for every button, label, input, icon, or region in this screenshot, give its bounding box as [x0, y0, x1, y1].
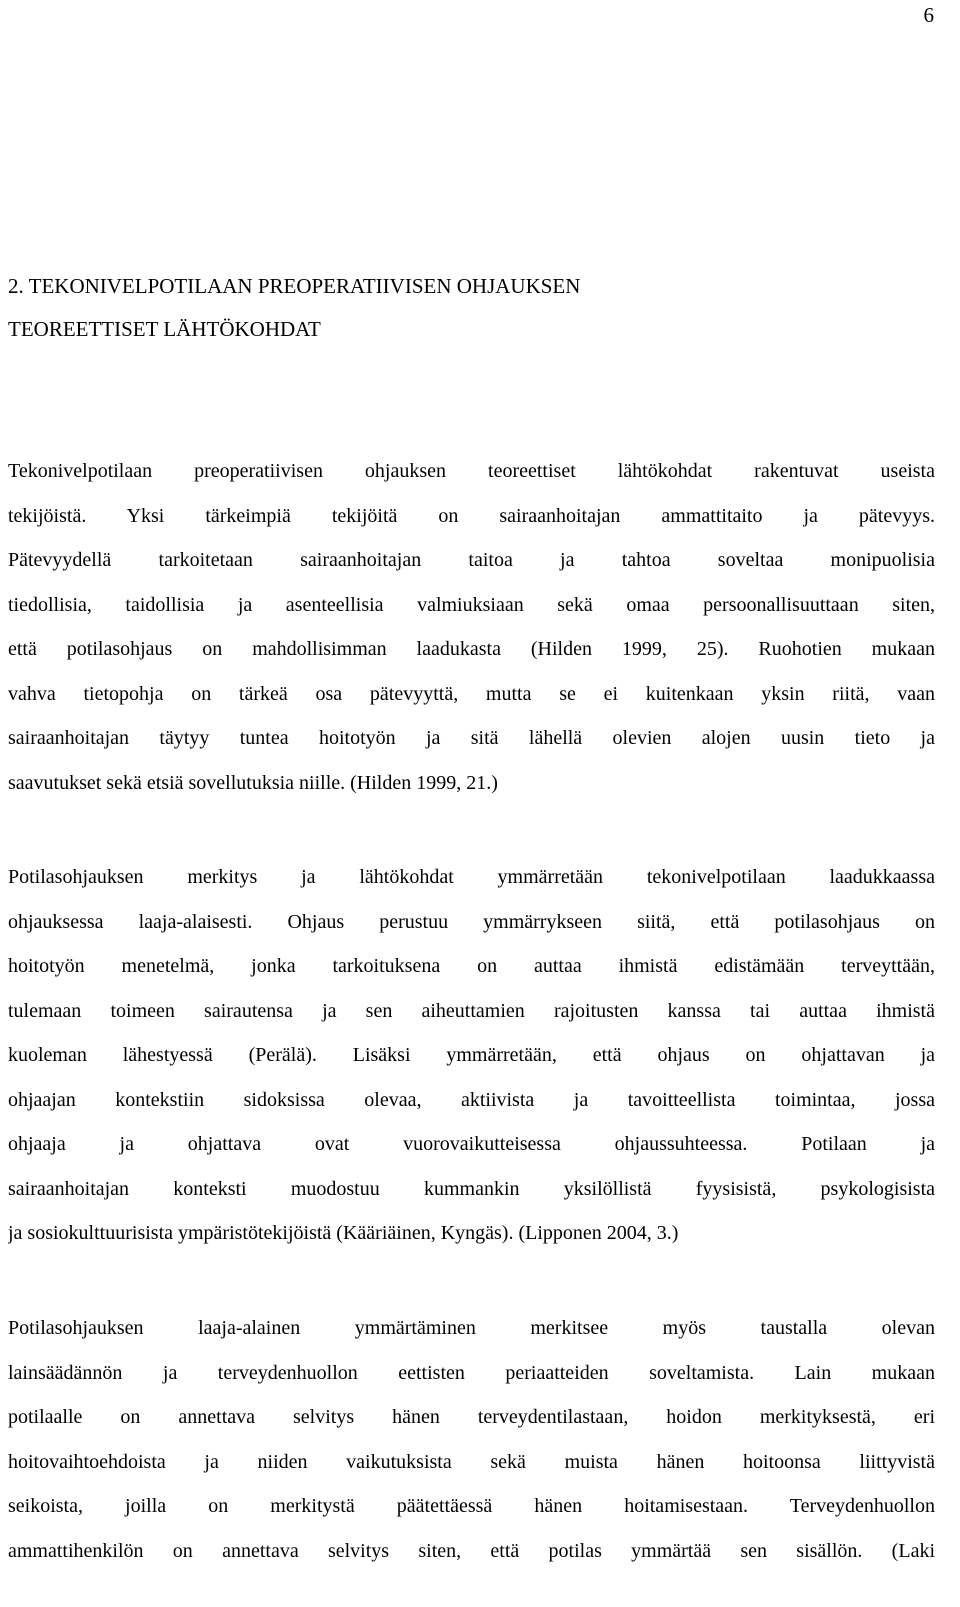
section-heading-line: TEOREETTISET LÄHTÖKOHDAT	[8, 317, 321, 341]
text-line: seikoista, joilla on merkitystä päätettäessä hänen hoitamisestaan. Terveydenhuollon	[8, 1495, 935, 1517]
text-line: ohjaaja ja ohjattava ovat vuorovaikutteisessa ohjaussuhteessa. Potilaan ja	[8, 1133, 935, 1155]
text-line: sairaanhoitajan konteksti muodostuu kummankin yksilöllistä fyysisistä, psykologisista	[8, 1177, 935, 1200]
text-line: että potilasohjaus on mahdollisimman laadukasta (Hilden 1999, 25). Ruohotien mukaan	[8, 638, 935, 660]
text-line: Pätevyydellä tarkoitetaan sairaanhoitajan taitoa ja tahtoa soveltaa monipuolisia	[8, 549, 935, 571]
text-line: Tekonivelpotilaan preoperatiivisen ohjauksen teoreettiset lähtökohdat rakentuvat useista	[8, 460, 935, 482]
text-line: ohjaajan kontekstiin sidoksissa olevaa, aktiivista ja tavoitteellista toimintaa, jossa	[8, 1088, 935, 1111]
text-line: saavutukset sekä etsiä sovellutuksia niille. (Hilden 1999, 21.)	[8, 771, 498, 794]
paragraph-1	[8, 449, 935, 805]
section-heading	[8, 265, 908, 351]
text-line: tekijöistä. Yksi tärkeimpiä tekijöitä on sairaanhoitajan ammattitaito ja pätevyys.	[8, 504, 935, 527]
text-line: ammattihenkilön on annettava selvitys siten, että potilas ymmärtää sen sisällön. (Laki	[8, 1539, 935, 1562]
text-line: tiedollisia, taidollisia ja asenteellisia valmiuksiaan sekä omaa persoonallisuuttaan siten,	[8, 593, 935, 616]
text-line: tulemaan toimeen sairautensa ja sen aiheuttamien rajoitusten kanssa tai auttaa ihmistä	[8, 999, 935, 1022]
text-line: Potilasohjauksen merkitys ja lähtökohdat ymmärretään tekonivelpotilaan laadukkaassa	[8, 866, 935, 888]
text-line: ja sosiokulttuurisista ympäristötekijöistä (Kääriäinen, Kyngäs). (Lipponen 2004, 3.)	[8, 1222, 679, 1244]
text-line: Potilasohjauksen laaja-alainen ymmärtäminen merkitsee myös taustalla olevan	[8, 1317, 935, 1339]
text-line: potilaalle on annettava selvitys hänen terveydentilastaan, hoidon merkityksestä, eri	[8, 1406, 935, 1428]
paragraph-3	[8, 1306, 935, 1573]
paragraph-2	[8, 855, 935, 1256]
section-heading-line: 2. TEKONIVELPOTILAAN PREOPERATIIVISEN OHJAUKSEN	[8, 274, 581, 298]
text-line: kuoleman lähestyessä (Perälä). Lisäksi ymmärretään, että ohjaus on ohjattavan ja	[8, 1044, 935, 1066]
text-line: sairaanhoitajan täytyy tuntea hoitotyön ja sitä lähellä olevien alojen uusin tieto ja	[8, 727, 935, 749]
text-line: hoitotyön menetelmä, jonka tarkoituksena on auttaa ihmistä edistämään terveyttään,	[8, 955, 935, 977]
text-line: ohjauksessa laaja-alaisesti. Ohjaus perustuu ymmärrykseen siitä, että potilasohjaus on	[8, 910, 935, 933]
page-number: 6	[923, 3, 934, 27]
text-line: lainsäädännön ja terveydenhuollon eettisten periaatteiden soveltamista. Lain mukaan	[8, 1361, 935, 1384]
text-line: hoitovaihtoehdoista ja niiden vaikutuksista sekä muista hänen hoitoonsa liittyvistä	[8, 1450, 935, 1473]
text-line: vahva tietopohja on tärkeä osa pätevyyttä, mutta se ei kuitenkaan yksin riitä, vaan	[8, 682, 935, 705]
